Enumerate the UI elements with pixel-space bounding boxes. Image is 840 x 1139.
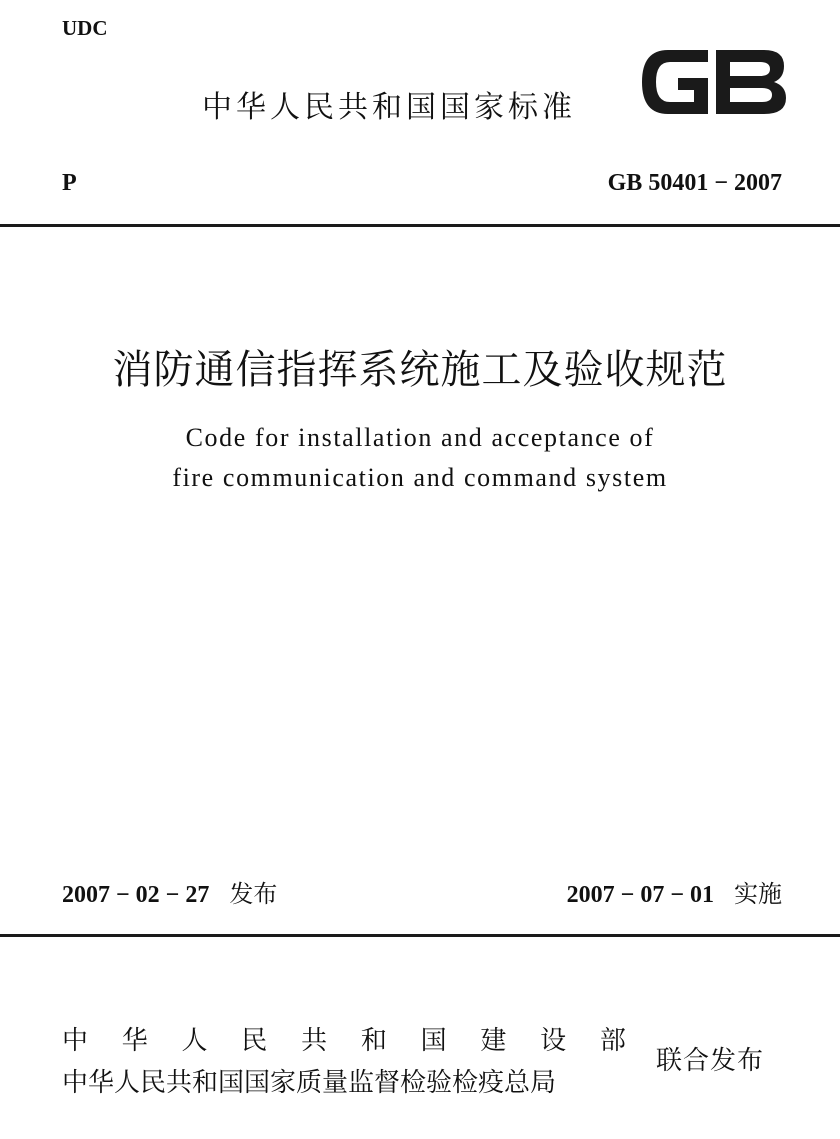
issuer-char: 国: [420, 1026, 447, 1056]
gb-logo-graphic: [638, 44, 788, 120]
issue-date-block: [62, 874, 277, 909]
category-code: P: [62, 170, 77, 196]
issuer-char: 部: [599, 1026, 626, 1056]
title-chinese: 消防通信指挥系统施工及验收规范: [112, 347, 728, 392]
gb-logo-text: [788, 44, 789, 45]
divider-top: [0, 224, 840, 227]
title-english: [0, 418, 840, 498]
gb-logo: [638, 44, 788, 120]
implementation-label: 实施: [734, 880, 782, 908]
issuer-char: 设: [540, 1026, 567, 1056]
title-english-line-2: fire communication and command system: [172, 463, 668, 492]
implementation-date: 2007 − 07 − 01: [566, 882, 714, 908]
title-english-line-1: Code for installation and acceptance of: [185, 423, 655, 452]
udc-label: UDC: [62, 16, 108, 40]
issuer-char: 和: [360, 1026, 387, 1056]
joint-issue-label: 联合发布: [656, 1046, 765, 1076]
issuer-char: 民: [241, 1026, 268, 1056]
issuer-char: 中: [62, 1026, 89, 1056]
issuer-char: 共: [301, 1026, 328, 1056]
issuer-ministry: [62, 1020, 626, 1057]
divider-bottom: [0, 934, 840, 937]
issuer-char: 华: [121, 1026, 148, 1056]
issuer-char: 建: [480, 1026, 507, 1056]
issuer-char: 人: [181, 1026, 208, 1056]
issue-label: 发布: [229, 880, 278, 908]
standard-type: 中华人民共和国国家标准: [202, 90, 576, 125]
issue-date: 2007 − 02 − 27: [62, 882, 210, 908]
issuer-aqsiq: 中华人民共和国国家质量监督检验检疫总局: [62, 1068, 557, 1098]
standard-number: GB 50401 − 2007: [607, 170, 782, 196]
implementation-date-block: [567, 874, 782, 909]
